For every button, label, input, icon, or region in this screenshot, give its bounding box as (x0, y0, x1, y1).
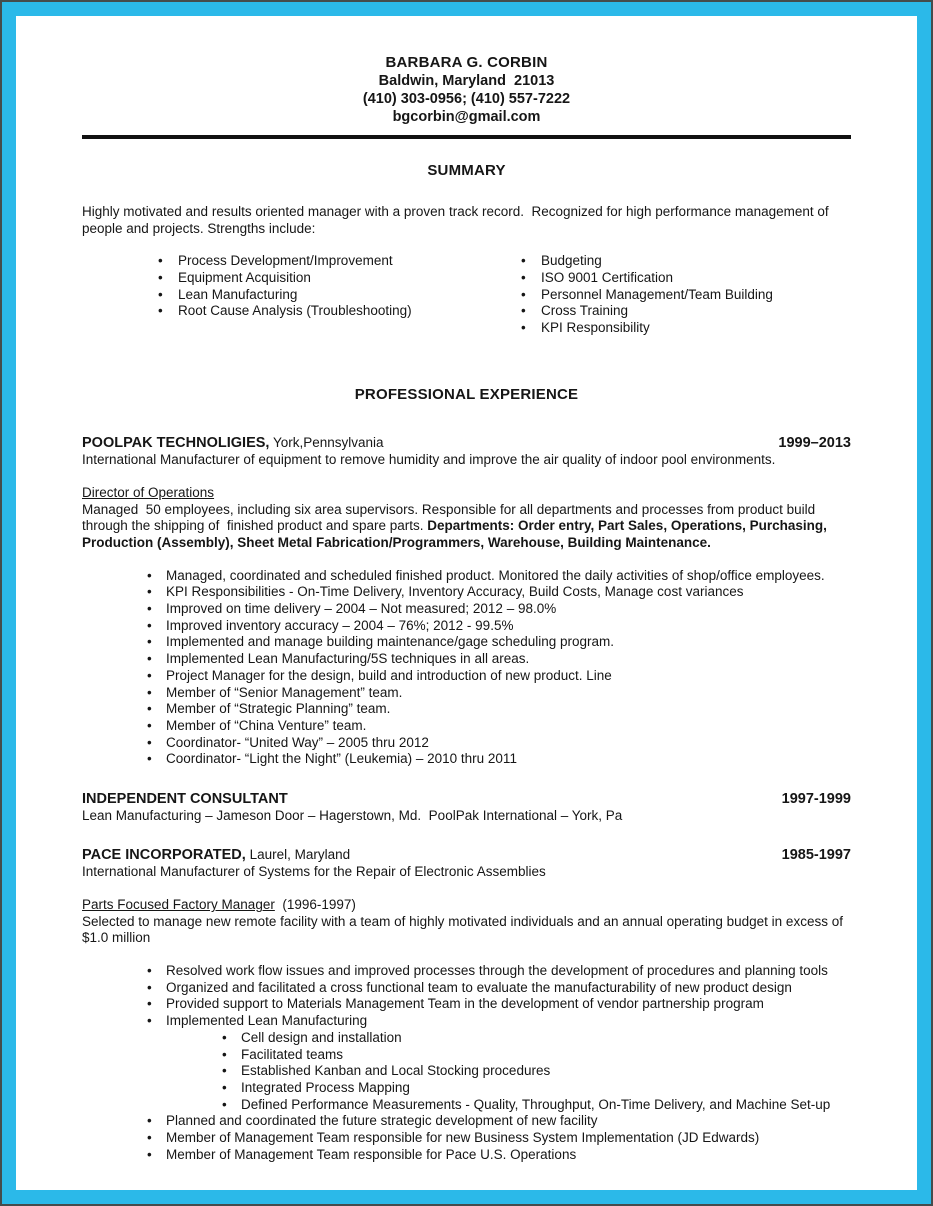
list-item: • Equipment Acquisition (152, 270, 515, 287)
company-location: Laurel, Maryland (245, 846, 351, 862)
role-description-bold: Departments: Order entry, Part Sales, Operations, Purchasing, Production (Assembly), Sheet Metal Fabrication/Programmers, Warehouse, Building Maintenance. (82, 518, 831, 551)
list-item: • KPI Responsibility (515, 320, 851, 337)
list-item: • Planned and coordinated the future strategic development of new facility (143, 1113, 851, 1130)
summary-intro: Highly motivated and results oriented manager with a proven track record. Recognized for high performance management of people and projects. Strengths include: (82, 204, 833, 236)
company-name: PACE INCORPORATED, (82, 846, 246, 863)
summary-skills-right (515, 253, 851, 337)
contact-header (82, 54, 851, 126)
list-item: • Coordinator- “United Way” – 2005 thru 2012 (143, 735, 851, 752)
job-head-row (82, 434, 851, 452)
list-item: • Provided support to Materials Management Team in the development of vendor partnership program (143, 996, 851, 1013)
list-item: • Budgeting (515, 253, 851, 270)
company-line (82, 846, 350, 864)
role-title: Director of Operations (82, 485, 215, 501)
list-item: • Resolved work flow issues and improved processes through the development of procedures and planning tools (143, 963, 851, 980)
list-item: • Personnel Management/Team Building (515, 287, 851, 304)
list-item: • Root Cause Analysis (Troubleshooting) (152, 303, 515, 320)
job-independent-consultant (82, 791, 851, 825)
list-item: • Improved inventory accuracy – 2004 – 76%; 2012 - 99.5% (143, 618, 851, 635)
list-item: • Cross Training (515, 303, 851, 320)
list-item: • Improved on time delivery – 2004 – Not measured; 2012 – 98.0% (143, 601, 851, 618)
role-line (82, 897, 851, 914)
list-item: • KPI Responsibilities - On-Time Delivery, Inventory Accuracy, Build Costs, Manage cost variances (143, 584, 851, 601)
company-line (82, 434, 384, 452)
role-description-regular: Managed 50 employees, including six area supervisors. Responsible for all departments and processes from product build through the shipping of finished product and spare parts. (82, 501, 819, 534)
lean-bullet-text: Implemented Lean Manufacturing (166, 1013, 368, 1029)
candidate-location: Baldwin, Maryland 21013 (378, 73, 555, 89)
cyan-border-frame (2, 2, 931, 1204)
header-divider-rule (82, 135, 851, 139)
role-description (82, 502, 851, 552)
job-dates: 1999–2013 (778, 434, 851, 451)
list-item: • Established Kanban and Local Stocking procedures (218, 1063, 851, 1080)
pace-bullet-list (82, 963, 851, 1163)
job-pace-incorporated (82, 846, 851, 1164)
lean-sub-bullet-list (166, 1030, 851, 1114)
job-head-row (82, 846, 851, 864)
role-dates: (1996-1997) (274, 897, 356, 913)
role-line (82, 485, 851, 502)
list-item: • Member of “China Venture” team. (143, 718, 851, 735)
company-tagline: Lean Manufacturing – Jameson Door – Hagerstown, Md. PoolPak International – York, Pa (82, 808, 623, 824)
poolpak-bullet-list (82, 568, 851, 768)
list-item: • Member of Management Team responsible for new Business System Implementation (JD Edwards) (143, 1130, 851, 1147)
company-tagline: International Manufacturer of Systems for the Repair of Electronic Assemblies (82, 863, 546, 879)
list-item: • Coordinator- “Light the Night” (Leukemia) – 2010 thru 2011 (143, 751, 851, 768)
summary-skills-left (152, 253, 515, 337)
job-dates: 1985-1997 (781, 846, 851, 863)
role-description: Selected to manage new remote facility with a team of highly motivated individuals and an annual operating budget in excess of $1.0 million (82, 913, 843, 946)
candidate-name: BARBARA G. CORBIN (385, 54, 548, 71)
summary-heading: SUMMARY (427, 162, 506, 179)
list-item: • Project Manager for the design, build and introduction of new product. Line (143, 668, 851, 685)
candidate-phones: (410) 303-0956; (410) 557-7222 (362, 91, 571, 107)
company-tagline: International Manufacturer of equipment to remove humidity and improve the air quality of indoor pool environments. (82, 451, 776, 467)
list-item: • Process Development/Improvement (152, 253, 515, 270)
list-item: • Managed, coordinated and scheduled finished product. Monitored the daily activities of shop/office employees. (143, 568, 851, 585)
job-head-row (82, 791, 851, 808)
list-item: • Member of “Strategic Planning” team. (143, 701, 851, 718)
list-item (143, 1013, 851, 1113)
list-item: • Lean Manufacturing (152, 287, 515, 304)
candidate-email: bgcorbin@gmail.com (392, 109, 541, 125)
list-item: • Member of Management Team responsible for Pace U.S. Operations (143, 1147, 851, 1164)
list-item: • Implemented Lean Manufacturing/5S techniques in all areas. (143, 651, 851, 668)
resume-sheet (16, 16, 917, 1190)
company-name: POOLPAK TECHNOLIGIES, (82, 434, 270, 451)
list-item: • Facilitated teams (218, 1047, 851, 1064)
list-item: • Member of “Senior Management” team. (143, 685, 851, 702)
company-location: York,Pennsylvania (269, 434, 384, 450)
role-title: Parts Focused Factory Manager (82, 897, 275, 913)
list-item: • Defined Performance Measurements - Quality, Throughput, On-Time Delivery, and Machine Set-up (218, 1097, 851, 1114)
experience-heading: PROFESSIONAL EXPERIENCE (354, 385, 579, 403)
list-item: • Implemented and manage building maintenance/gage scheduling program. (143, 634, 851, 651)
company-name: INDEPENDENT CONSULTANT (82, 791, 288, 808)
job-poolpak (82, 434, 851, 768)
list-item: • Integrated Process Mapping (218, 1080, 851, 1097)
job-dates: 1997-1999 (781, 791, 851, 808)
list-item: • Cell design and installation (218, 1030, 851, 1047)
list-item: • Organized and facilitated a cross functional team to evaluate the manufacturability of new product design (143, 980, 851, 997)
summary-skill-columns (82, 253, 851, 337)
list-item: • ISO 9001 Certification (515, 270, 851, 287)
